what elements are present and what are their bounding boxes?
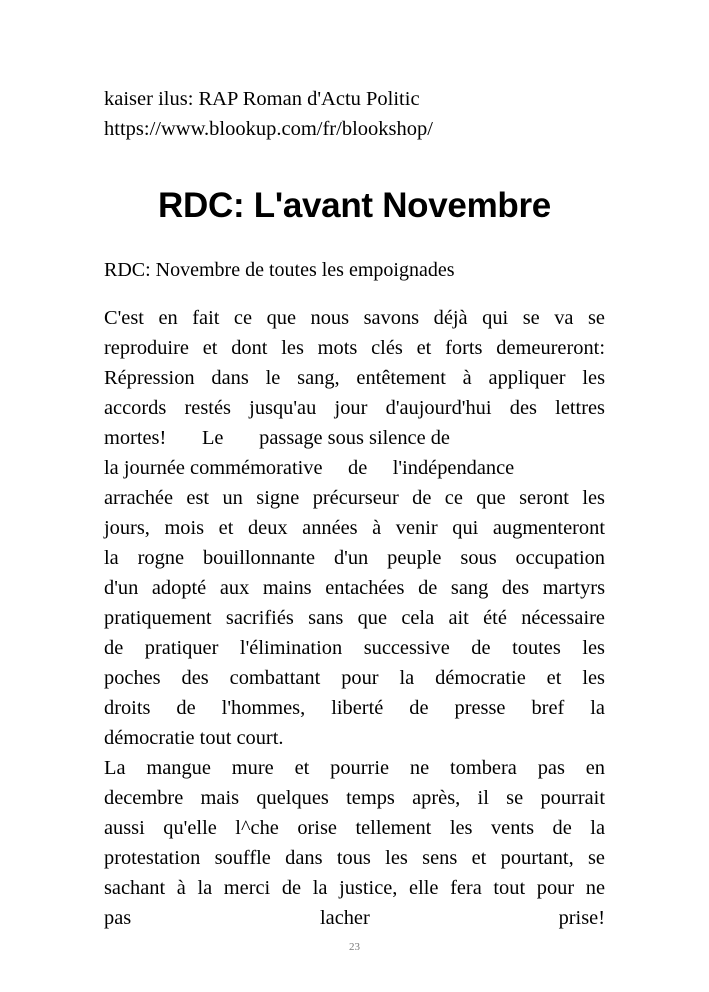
- body-line: pratiquement sacrifiés sans que cela ait été nécessaire: [104, 607, 605, 629]
- body-line: decembre mais quelques temps après, il se pourrait: [104, 787, 605, 809]
- body-line: poches des combattant pour la démocratie et les: [104, 667, 605, 689]
- body-line: aussi qu'elle l^che orise tellement les vents de la: [104, 817, 605, 839]
- body-line: de pratiquer l'élimination successive de toutes les: [104, 637, 605, 659]
- body-line: La mangue mure et pourrie ne tombera pas en: [104, 757, 605, 779]
- body-line: sachant à la merci de la justice, elle fera tout pour ne: [104, 877, 605, 899]
- body-line: reproduire et dont les mots clés et forts demeureront:: [104, 337, 605, 359]
- body-line: démocratie tout court.: [104, 727, 284, 749]
- body-line: accords restés jusqu'au jour d'aujourd'hui des lettres: [104, 397, 605, 419]
- header-block: [104, 84, 624, 144]
- header-line-url: https://www.blookup.com/fr/blookshop/: [104, 118, 433, 140]
- body-line: la rogne bouillonnante d'un peuple sous occupation: [104, 547, 605, 569]
- body-line: jours, mois et deux années à venir qui augmenteront: [104, 517, 605, 539]
- body-line: la journée commémorative de l'indépendance: [104, 457, 515, 479]
- body-line: C'est en fait ce que nous savons déjà qui se va se: [104, 307, 605, 329]
- body-line: arrachée est un signe précurseur de ce que seront les: [104, 487, 605, 509]
- body-line: mortes! Le passage sous silence de: [104, 427, 450, 449]
- page-number: 23: [349, 941, 360, 953]
- body-text: [104, 303, 605, 933]
- body-line: Répression dans le sang, entêtement à appliquer les: [104, 367, 605, 389]
- page-title: RDC: L'avant Novembre: [158, 186, 551, 225]
- body-line: droits de l'hommes, liberté de presse bref la: [104, 697, 605, 719]
- subtitle: RDC: Novembre de toutes les empoignades: [104, 259, 455, 281]
- body-line: protestation souffle dans tous les sens et pourtant, se: [104, 847, 605, 869]
- header-line-book: kaiser ilus: RAP Roman d'Actu Politic: [104, 88, 420, 110]
- body-line: pas lacher prise!: [104, 907, 605, 929]
- body-line: d'un adopté aux mains entachées de sang des martyrs: [104, 577, 605, 599]
